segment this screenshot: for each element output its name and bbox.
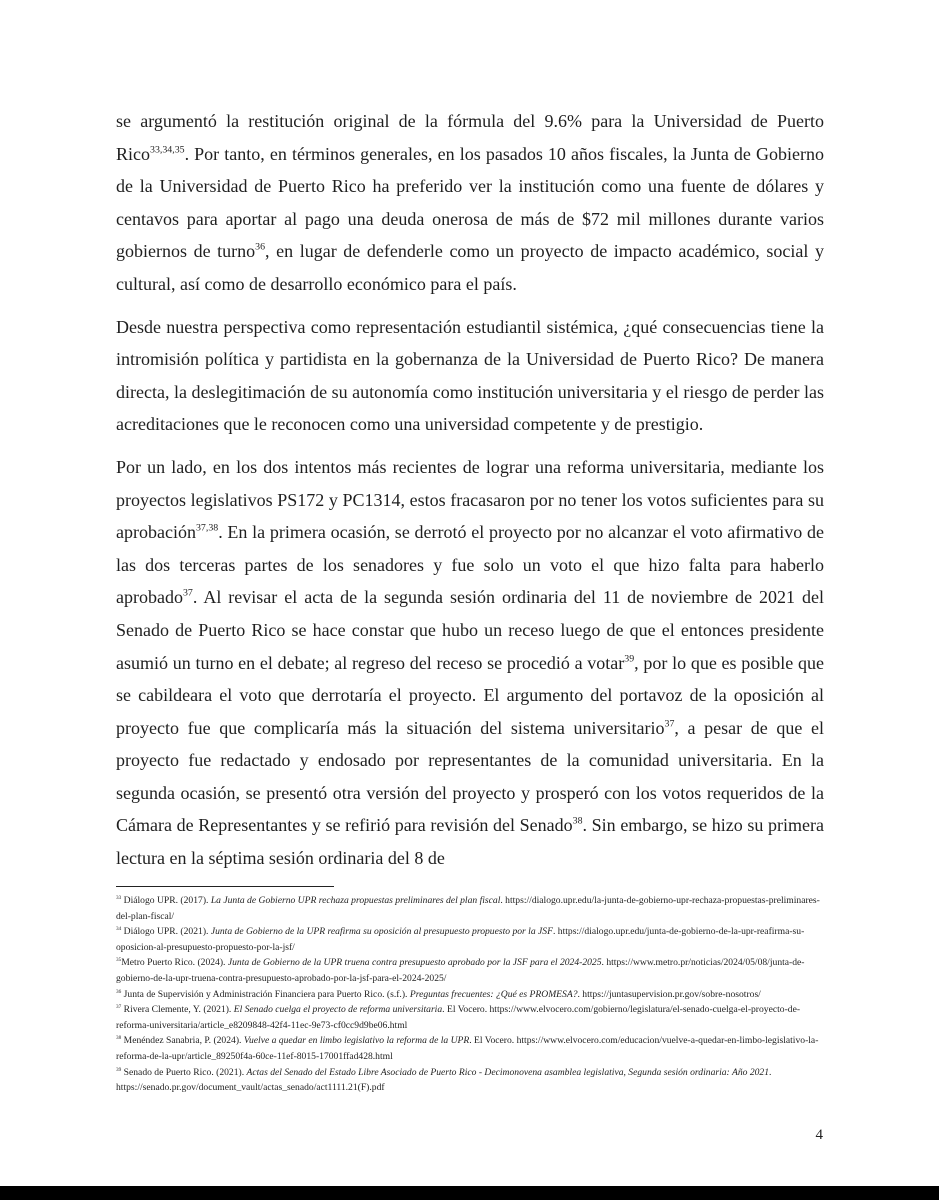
footnote-reference: 37 xyxy=(116,1004,122,1011)
footnote-reference: 36 xyxy=(116,988,122,995)
text-run: se argumentó la restitución original de la fórmula del 9.6% para la Universidad de Puerto Rico xyxy=(116,111,824,164)
citation-title: Preguntas frecuentes: ¿Qué es PROMESA? xyxy=(409,988,578,1000)
text-run: . Al revisar el acta de la segunda sesión ordinaria del 11 de noviembre de 2021 del Senado de Puerto Rico se hace constar que hubo un receso luego de que el entonces presidente asumió un turno en el debate; al regreso del receso se procedió a votar xyxy=(116,587,824,673)
footnote-reference: 33 xyxy=(116,895,122,902)
text-run: Menéndez Sanabria, P. (2024). xyxy=(121,1035,244,1047)
text-run: Diálogo UPR. (2017). xyxy=(121,895,211,906)
text-run: . https://juntasupervision.pr.gov/sobre-nosotros/ xyxy=(577,988,761,1000)
text-run: , por lo que es posible que se cabildeara el voto que derrotaría el proyecto. El argumento del portavoz de la oposición al proyecto fue que complicaría más la situación del sistema universitario xyxy=(116,652,824,738)
text-run: Desde nuestra perspectiva como representación estudiantil sistémica, ¿qué consecuencias tiene la intromisión política y partidista en la gobernanza de la Universidad de Puerto Rico? De manera directa, la deslegitimación de su autonomía como institución universitaria y el riesgo de perder las acreditaciones que le reconocen como una universidad competente y de prestigio. xyxy=(116,316,824,435)
text-run: . https://senado.pr.gov/document_vault/actas_senado/act1111.21(F).pdf xyxy=(116,1066,772,1094)
body-text xyxy=(116,105,824,885)
text-run: , en lugar de defenderle como un proyecto de impacto académico, social y cultural, así como de desarrollo económico para el país. xyxy=(116,241,824,294)
text-run: Junta de Supervisión y Administración Financiera para Puerto Rico. (s.f.). xyxy=(121,988,410,1000)
page-number: 4 xyxy=(815,1127,823,1143)
text-run: . En la primera ocasión, se derrotó el proyecto por no alcanzar el voto afirmativo de las dos terceras partes de los senadores y fue solo un voto el que hizo falta para haberlo aprobado xyxy=(116,522,824,608)
footnote xyxy=(116,987,828,1003)
footnote xyxy=(116,955,828,986)
footnote-reference: 37,38 xyxy=(195,522,219,534)
footnote-reference: 35 xyxy=(116,957,122,964)
footnote-reference: 39 xyxy=(624,653,635,665)
footnote-separator xyxy=(116,886,334,887)
footnote-reference: 37 xyxy=(664,718,675,730)
footnote-reference: 37 xyxy=(182,587,193,599)
text-run: Rivera Clemente, Y. (2021). xyxy=(121,1004,234,1016)
text-run: Diálogo UPR. (2021). xyxy=(121,926,211,938)
text-run: , a pesar de que el proyecto fue redactado y endosado por representantes de la comunidad universitaria. En la segunda ocasión, se presentó otra versión del proyecto y prosperó con los votos requeridos de la Cámara de Representantes y se refirió para revisión del Senado xyxy=(116,717,824,836)
footnote xyxy=(116,924,828,955)
text-run: . Sin embargo, se hizo su primera lectura en la séptima sesión ordinaria del 8 de xyxy=(116,815,825,869)
text-run: . https://dialogo.upr.edu/la-junta-de-gobierno-upr-rechaza-propuestas-preliminares-del-plan-fiscal/ xyxy=(116,895,820,922)
citation-title: Junta de Gobierno de la UPR reafirma su oposición al presupuesto propuesto por la JSF xyxy=(210,926,553,938)
citation-title: Junta de Gobierno de la UPR truena contra presupuesto aprobado por la JSF para el 2024-2025 xyxy=(227,957,602,969)
footnote xyxy=(116,1065,828,1096)
text-run: . El Vocero. https://www.elvocero.com/gobierno/legislatura/el-senado-cuelga-el-proyecto-de-reforma-universitaria/article_e8209848-42f4-11ec-9e73-cf0cc9d9be06.html xyxy=(116,1004,801,1031)
text-run: Senado de Puerto Rico. (2021). xyxy=(121,1066,247,1078)
footnote-reference: 34 xyxy=(116,926,122,933)
paragraph xyxy=(116,311,824,441)
citation-title: Vuelve a quedar en limbo legislativo la reforma de la UPR xyxy=(243,1035,470,1047)
paragraph xyxy=(116,105,824,301)
footnote-reference: 38 xyxy=(116,1035,122,1042)
paragraph xyxy=(116,451,824,875)
footnotes xyxy=(116,893,828,1096)
citation-title: El Senado cuelga el proyecto de reforma universitaria xyxy=(233,1004,443,1016)
text-run: Metro Puerto Rico. (2024). xyxy=(121,957,228,969)
footnote-reference: 39 xyxy=(116,1066,122,1073)
footnote-reference: 38 xyxy=(572,816,583,828)
footnote xyxy=(116,1002,828,1033)
citation-title: La Junta de Gobierno UPR rechaza propuestas preliminares del plan fiscal xyxy=(210,895,501,906)
text-run: . El Vocero. https://www.elvocero.com/educacion/vuelve-a-quedar-en-limbo-legislativo-la-reforma-de-la-upr/article_89250f4a-60ce-11ef-8015-17001ffad428.html xyxy=(116,1035,819,1062)
citation-title: Actas del Senado del Estado Libre Asociado de Puerto Rico - Decimonovena asamblea legislativa, Segunda sesión ordinaria: Año 2021 xyxy=(246,1066,770,1078)
text-run: Por un lado, en los dos intentos más recientes de lograr una reforma universitaria, mediante los proyectos legislativos PS172 y PC1314, estos fracasaron por no tener los votos suficientes para su aprobación xyxy=(116,456,824,543)
text-run: . Por tanto, en términos generales, en los pasados 10 años fiscales, la Junta de Gobierno de la Universidad de Puerto Rico ha preferido ver la institución como una fuente de dólares y centavos para aportar al pago una deuda onerosa de más de $72 mil millones durante varios gobiernos de turno xyxy=(116,143,824,262)
footnote xyxy=(116,1033,828,1064)
footnote-reference: 36 xyxy=(255,241,266,253)
footnote xyxy=(116,893,828,924)
footnote-reference: 33,34,35 xyxy=(150,144,185,156)
text-run: . https://www.metro.pr/noticias/2024/05/08/junta-de-gobierno-de-la-upr-truena-contra-presupuesto-aprobado-por-la-jsf-para-el-2024-2025/ xyxy=(116,957,805,984)
text-run: . https://dialogo.upr.edu/junta-de-gobierno-de-la-upr-reafirma-su-oposicion-al-presupuesto-propuesto-por-la-jsf/ xyxy=(116,926,805,953)
